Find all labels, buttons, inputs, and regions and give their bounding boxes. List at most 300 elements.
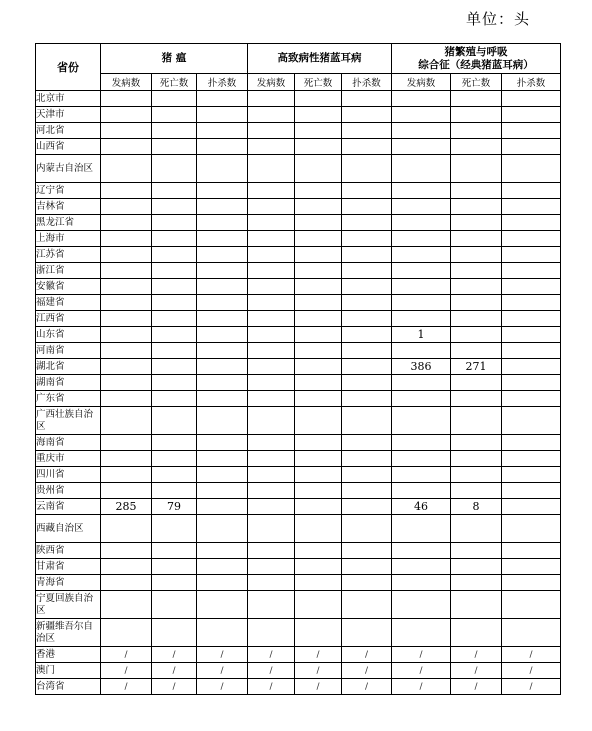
value-cell <box>502 311 561 327</box>
value-cell <box>248 619 295 647</box>
group-header-line: 综合征（经典猪蓝耳病） <box>418 58 534 71</box>
table-row <box>36 155 561 183</box>
value-cell <box>392 183 451 199</box>
value-cell <box>197 123 248 139</box>
value-cell <box>342 247 392 263</box>
value-cell <box>101 231 152 247</box>
table-row <box>36 91 561 107</box>
value-cell <box>248 199 295 215</box>
table-row <box>36 327 561 343</box>
group-header-line: 猪繁殖与呼吸 <box>444 45 508 58</box>
value-cell <box>451 231 502 247</box>
value-cell <box>197 619 248 647</box>
value-cell <box>101 139 152 155</box>
value-cell <box>451 295 502 311</box>
value-cell <box>502 391 561 407</box>
province-name: 湖南省 <box>36 375 101 391</box>
value-cell <box>392 343 451 359</box>
value-cell <box>152 231 197 247</box>
table-row <box>36 231 561 247</box>
subheader-cases: 发病数 <box>248 74 295 91</box>
value-cell <box>342 559 392 575</box>
value-cell <box>392 231 451 247</box>
value-cell <box>392 215 451 231</box>
value-cell <box>152 183 197 199</box>
value-cell <box>295 591 342 619</box>
value-cell <box>451 215 502 231</box>
table-row <box>36 279 561 295</box>
value-cell <box>152 435 197 451</box>
value-cell <box>197 343 248 359</box>
subheader-culled: 扑杀数 <box>342 74 392 91</box>
value-cell <box>152 91 197 107</box>
value-cell <box>295 559 342 575</box>
value-cell <box>342 311 392 327</box>
value-cell <box>451 483 502 499</box>
value-cell <box>502 543 561 559</box>
table-row <box>36 647 561 663</box>
value-cell <box>101 391 152 407</box>
value-cell <box>392 543 451 559</box>
not-applicable-cell: / <box>152 647 197 663</box>
value-cell <box>451 515 502 543</box>
value-cell <box>248 231 295 247</box>
value-cell <box>152 467 197 483</box>
value-cell <box>342 515 392 543</box>
value-cell <box>502 247 561 263</box>
value-cell <box>502 295 561 311</box>
value-cell: 79 <box>152 499 197 515</box>
value-cell <box>295 311 342 327</box>
not-applicable-cell: / <box>152 663 197 679</box>
value-cell <box>101 543 152 559</box>
disease-report-table <box>35 43 561 695</box>
province-name: 河南省 <box>36 343 101 359</box>
value-cell <box>152 343 197 359</box>
not-applicable-cell: / <box>392 663 451 679</box>
value-cell <box>152 391 197 407</box>
value-cell <box>451 247 502 263</box>
province-name: 青海省 <box>36 575 101 591</box>
value-cell <box>295 107 342 123</box>
value-cell <box>197 499 248 515</box>
value-cell <box>392 295 451 311</box>
value-cell <box>451 375 502 391</box>
value-cell <box>295 199 342 215</box>
table-row <box>36 123 561 139</box>
value-cell <box>502 107 561 123</box>
value-cell <box>451 279 502 295</box>
value-cell <box>248 515 295 543</box>
value-cell <box>502 359 561 375</box>
value-cell <box>101 575 152 591</box>
value-cell <box>392 483 451 499</box>
value-cell <box>295 279 342 295</box>
province-name: 陕西省 <box>36 543 101 559</box>
value-cell <box>101 515 152 543</box>
value-cell <box>502 591 561 619</box>
value-cell <box>342 199 392 215</box>
table-row <box>36 575 561 591</box>
not-applicable-cell: / <box>392 679 451 695</box>
value-cell <box>451 591 502 619</box>
value-cell <box>197 435 248 451</box>
value-cell <box>248 543 295 559</box>
value-cell <box>197 375 248 391</box>
value-cell <box>502 499 561 515</box>
value-cell <box>197 183 248 199</box>
table-row <box>36 215 561 231</box>
value-cell <box>451 91 502 107</box>
unit-label: 单位：头 <box>466 10 531 28</box>
value-cell <box>152 311 197 327</box>
table-row <box>36 183 561 199</box>
table-row <box>36 559 561 575</box>
value-cell <box>392 199 451 215</box>
province-name: 河北省 <box>36 123 101 139</box>
value-cell <box>342 543 392 559</box>
value-cell <box>197 91 248 107</box>
value-cell <box>152 591 197 619</box>
not-applicable-cell: / <box>248 663 295 679</box>
value-cell <box>101 199 152 215</box>
value-cell <box>295 375 342 391</box>
value-cell <box>295 435 342 451</box>
not-applicable-cell: / <box>295 647 342 663</box>
province-name: 甘肃省 <box>36 559 101 575</box>
table-row <box>36 663 561 679</box>
province-name: 云南省 <box>36 499 101 515</box>
value-cell <box>502 263 561 279</box>
province-name: 江苏省 <box>36 247 101 263</box>
value-cell: 46 <box>392 499 451 515</box>
value-cell <box>197 391 248 407</box>
value-cell <box>295 123 342 139</box>
value-cell <box>248 467 295 483</box>
table-row <box>36 619 561 647</box>
value-cell <box>152 279 197 295</box>
province-name: 山西省 <box>36 139 101 155</box>
table-row <box>36 247 561 263</box>
value-cell <box>342 359 392 375</box>
value-cell <box>502 619 561 647</box>
value-cell <box>451 327 502 343</box>
value-cell <box>101 483 152 499</box>
value-cell <box>451 467 502 483</box>
table-row <box>36 199 561 215</box>
value-cell <box>152 543 197 559</box>
value-cell <box>295 295 342 311</box>
subheader-deaths: 死亡数 <box>152 74 197 91</box>
value-cell <box>197 327 248 343</box>
value-cell <box>502 343 561 359</box>
table-row <box>36 391 561 407</box>
not-applicable-cell: / <box>392 647 451 663</box>
not-applicable-cell: / <box>451 663 502 679</box>
not-applicable-cell: / <box>502 663 561 679</box>
value-cell <box>342 123 392 139</box>
value-cell <box>502 375 561 391</box>
value-cell <box>152 359 197 375</box>
value-cell <box>451 311 502 327</box>
value-cell <box>152 263 197 279</box>
value-cell <box>101 263 152 279</box>
value-cell <box>342 91 392 107</box>
value-cell <box>392 279 451 295</box>
value-cell <box>392 311 451 327</box>
value-cell <box>248 343 295 359</box>
value-cell <box>451 391 502 407</box>
value-cell <box>101 107 152 123</box>
value-cell <box>248 327 295 343</box>
value-cell <box>392 123 451 139</box>
not-applicable-cell: / <box>502 647 561 663</box>
value-cell <box>295 183 342 199</box>
province-name: 贵州省 <box>36 483 101 499</box>
value-cell <box>197 559 248 575</box>
value-cell <box>248 359 295 375</box>
value-cell <box>197 107 248 123</box>
value-cell <box>152 123 197 139</box>
value-cell <box>342 327 392 343</box>
value-cell <box>342 391 392 407</box>
value-cell <box>502 435 561 451</box>
table-row <box>36 543 561 559</box>
table-row <box>36 343 561 359</box>
province-name: 上海市 <box>36 231 101 247</box>
value-cell <box>101 311 152 327</box>
value-cell <box>295 359 342 375</box>
value-cell <box>101 295 152 311</box>
table-row <box>36 451 561 467</box>
value-cell <box>502 559 561 575</box>
province-name: 江西省 <box>36 311 101 327</box>
table-row <box>36 295 561 311</box>
value-cell <box>392 467 451 483</box>
value-cell <box>248 295 295 311</box>
value-cell <box>101 619 152 647</box>
value-cell <box>392 155 451 183</box>
province-name: 福建省 <box>36 295 101 311</box>
subheader-culled: 扑杀数 <box>502 74 561 91</box>
value-cell <box>295 543 342 559</box>
province-name: 北京市 <box>36 91 101 107</box>
province-header: 省份 <box>36 44 101 91</box>
value-cell <box>248 183 295 199</box>
value-cell <box>342 483 392 499</box>
province-name: 海南省 <box>36 435 101 451</box>
value-cell <box>342 499 392 515</box>
group-header-hp-prrs <box>248 44 392 74</box>
value-cell <box>451 123 502 139</box>
value-cell <box>197 199 248 215</box>
value-cell <box>295 155 342 183</box>
value-cell <box>101 375 152 391</box>
value-cell <box>295 263 342 279</box>
value-cell <box>392 619 451 647</box>
value-cell <box>197 591 248 619</box>
value-cell <box>502 467 561 483</box>
table-row <box>36 107 561 123</box>
value-cell <box>451 407 502 435</box>
value-cell <box>342 215 392 231</box>
value-cell <box>197 451 248 467</box>
province-name: 宁夏回族自治区 <box>36 591 101 619</box>
value-cell <box>101 91 152 107</box>
value-cell <box>342 451 392 467</box>
value-cell <box>342 467 392 483</box>
value-cell <box>502 575 561 591</box>
value-cell <box>392 591 451 619</box>
value-cell <box>101 359 152 375</box>
value-cell <box>152 107 197 123</box>
province-name: 西藏自治区 <box>36 515 101 543</box>
value-cell <box>101 327 152 343</box>
value-cell <box>197 407 248 435</box>
value-cell <box>101 215 152 231</box>
value-cell <box>152 451 197 467</box>
value-cell <box>342 343 392 359</box>
value-cell <box>152 515 197 543</box>
value-cell <box>342 263 392 279</box>
value-cell <box>451 183 502 199</box>
subheader-culled: 扑杀数 <box>197 74 248 91</box>
value-cell <box>197 575 248 591</box>
value-cell <box>342 435 392 451</box>
province-name: 辽宁省 <box>36 183 101 199</box>
value-cell <box>342 279 392 295</box>
value-cell <box>502 327 561 343</box>
value-cell <box>248 499 295 515</box>
value-cell <box>295 91 342 107</box>
province-name: 新疆维吾尔自治区 <box>36 619 101 647</box>
value-cell: 386 <box>392 359 451 375</box>
value-cell <box>451 139 502 155</box>
value-cell <box>248 107 295 123</box>
value-cell <box>502 183 561 199</box>
value-cell <box>342 407 392 435</box>
value-cell <box>152 247 197 263</box>
value-cell <box>152 327 197 343</box>
value-cell <box>248 559 295 575</box>
province-name: 黑龙江省 <box>36 215 101 231</box>
value-cell <box>392 247 451 263</box>
value-cell <box>295 619 342 647</box>
value-cell <box>197 263 248 279</box>
value-cell <box>502 139 561 155</box>
group-header-prrs <box>392 44 561 74</box>
value-cell <box>295 391 342 407</box>
value-cell <box>152 295 197 311</box>
value-cell <box>502 199 561 215</box>
province-name: 湖北省 <box>36 359 101 375</box>
value-cell <box>451 575 502 591</box>
province-name: 广东省 <box>36 391 101 407</box>
province-name: 吉林省 <box>36 199 101 215</box>
not-applicable-cell: / <box>502 679 561 695</box>
value-cell <box>295 515 342 543</box>
value-cell <box>248 247 295 263</box>
value-cell <box>392 435 451 451</box>
value-cell: 8 <box>451 499 502 515</box>
value-cell <box>502 123 561 139</box>
table-row <box>36 679 561 695</box>
value-cell <box>152 619 197 647</box>
value-cell <box>295 451 342 467</box>
value-cell <box>152 155 197 183</box>
value-cell <box>197 279 248 295</box>
value-cell <box>197 543 248 559</box>
value-cell <box>248 311 295 327</box>
value-cell <box>248 279 295 295</box>
value-cell <box>248 215 295 231</box>
value-cell <box>451 263 502 279</box>
value-cell <box>502 155 561 183</box>
value-cell <box>342 591 392 619</box>
table-row <box>36 263 561 279</box>
value-cell <box>451 107 502 123</box>
group-header-line: 高致病性猪蓝耳病 <box>277 52 362 64</box>
table-row <box>36 435 561 451</box>
value-cell <box>248 483 295 499</box>
value-cell <box>152 139 197 155</box>
value-cell <box>295 327 342 343</box>
table-row <box>36 375 561 391</box>
value-cell <box>197 139 248 155</box>
province-name: 天津市 <box>36 107 101 123</box>
value-cell <box>451 343 502 359</box>
not-applicable-cell: / <box>295 679 342 695</box>
not-applicable-cell: / <box>342 663 392 679</box>
value-cell <box>295 499 342 515</box>
province-name: 内蒙古自治区 <box>36 155 101 183</box>
value-cell <box>197 215 248 231</box>
value-cell <box>342 295 392 311</box>
value-cell <box>197 515 248 543</box>
value-cell <box>451 435 502 451</box>
value-cell <box>502 215 561 231</box>
value-cell <box>392 559 451 575</box>
not-applicable-cell: / <box>152 679 197 695</box>
value-cell <box>502 91 561 107</box>
table-row <box>36 467 561 483</box>
value-cell <box>502 407 561 435</box>
not-applicable-cell: / <box>197 647 248 663</box>
table-row <box>36 483 561 499</box>
value-cell <box>101 467 152 483</box>
table-row <box>36 591 561 619</box>
value-cell <box>197 483 248 499</box>
value-cell <box>392 451 451 467</box>
table-body <box>36 91 561 695</box>
value-cell <box>451 543 502 559</box>
value-cell: 1 <box>392 327 451 343</box>
value-cell <box>502 451 561 467</box>
group-header-swine-fever <box>101 44 248 74</box>
province-name: 台湾省 <box>36 679 101 695</box>
value-cell <box>342 231 392 247</box>
value-cell <box>152 375 197 391</box>
value-cell <box>152 199 197 215</box>
province-name: 浙江省 <box>36 263 101 279</box>
value-cell <box>295 139 342 155</box>
not-applicable-cell: / <box>248 647 295 663</box>
not-applicable-cell: / <box>101 647 152 663</box>
value-cell <box>295 467 342 483</box>
not-applicable-cell: / <box>295 663 342 679</box>
not-applicable-cell: / <box>101 679 152 695</box>
value-cell <box>451 619 502 647</box>
